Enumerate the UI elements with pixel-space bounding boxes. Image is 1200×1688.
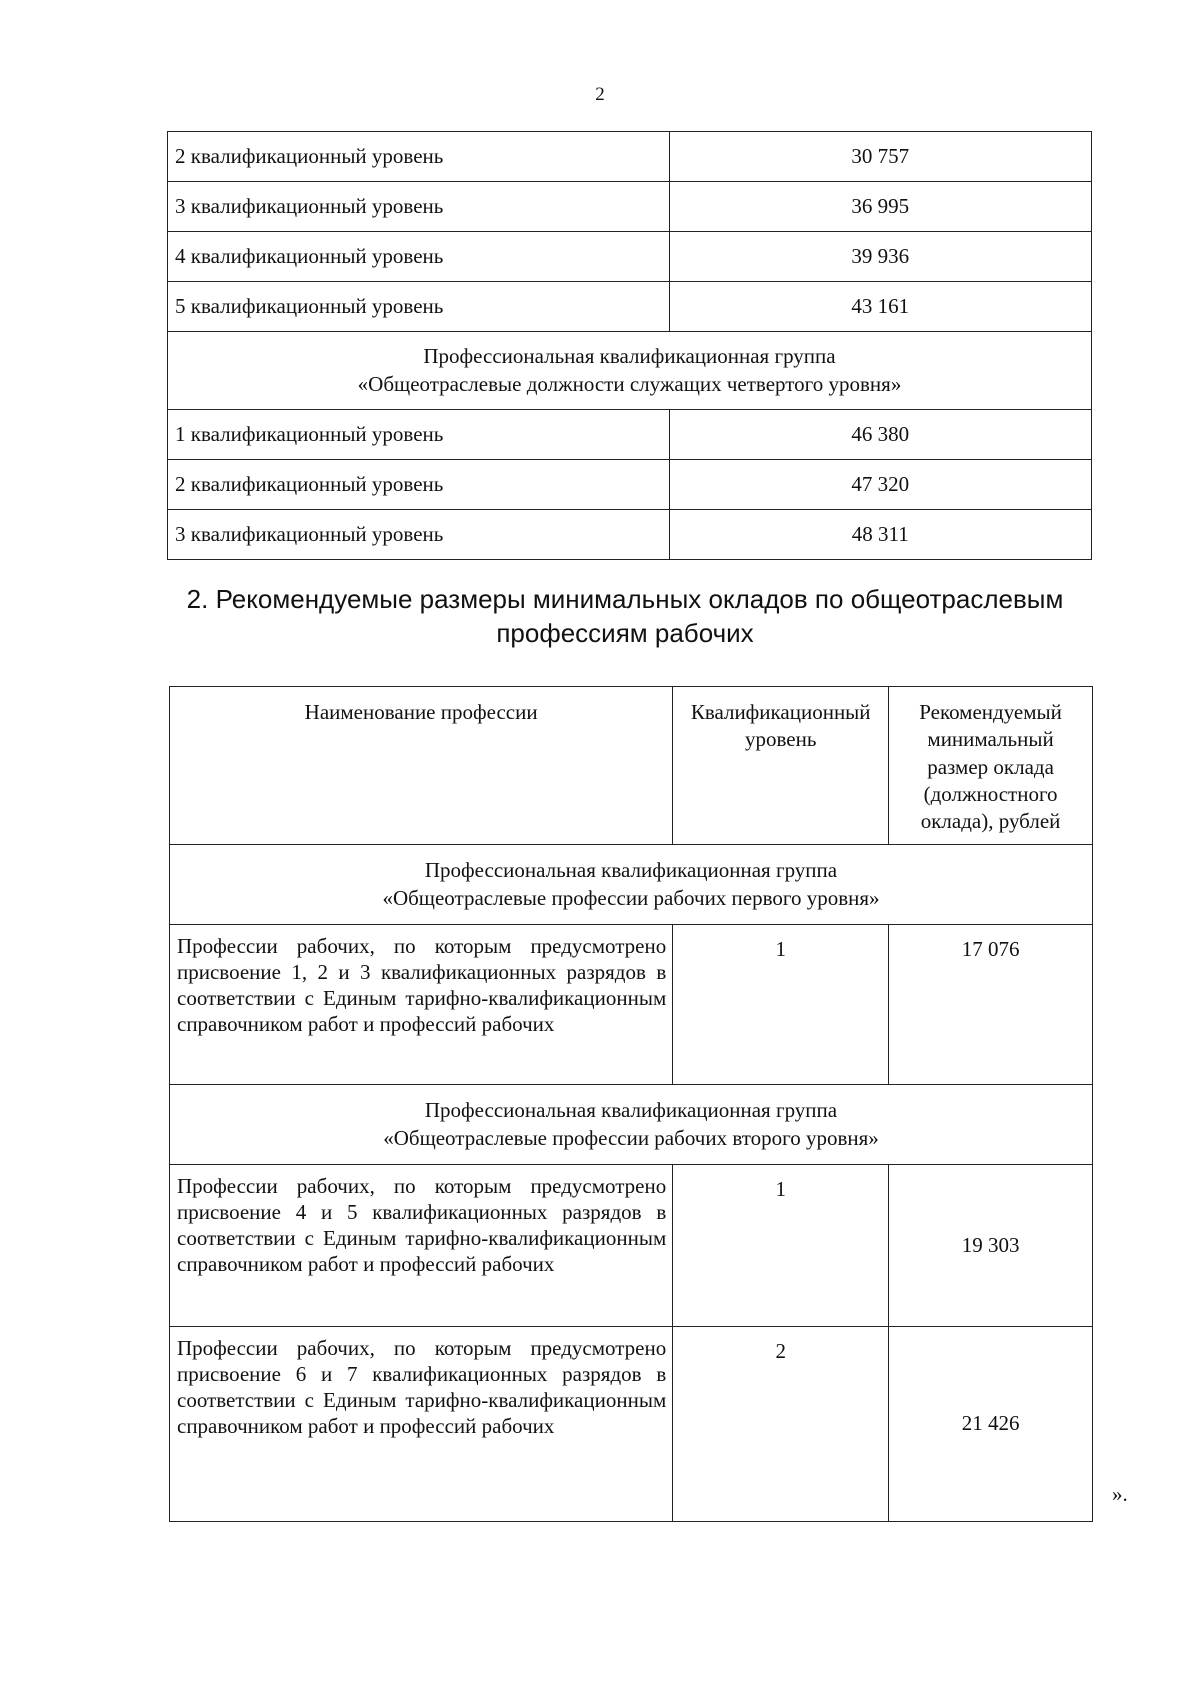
table-row	[168, 410, 1092, 460]
header-level-line1: Квалификационный	[690, 700, 871, 724]
header-profession: Наименование профессии	[170, 687, 673, 845]
group-header-line1: Профессиональная квалификационная группа	[423, 344, 836, 369]
qualification-level: 1	[673, 1165, 889, 1327]
group-header-line1: Профессиональная квалификационная группа	[424, 858, 838, 883]
table-row	[168, 132, 1092, 182]
level-salary: 30 757	[669, 132, 1091, 182]
level-name: 4 квалификационный уровень	[168, 232, 670, 282]
qualification-level: 1	[673, 925, 889, 1085]
table-row	[168, 510, 1092, 560]
table-row	[170, 1165, 1093, 1327]
level-salary: 39 936	[669, 232, 1091, 282]
level-name: 1 квалификационный уровень	[168, 410, 670, 460]
header-salary-line1: Рекомендуемый	[919, 700, 1062, 724]
header-level-line2: уровень	[744, 727, 817, 752]
level-name: 2 квалификационный уровень	[168, 460, 670, 510]
level-name: 3 квалификационный уровень	[168, 182, 670, 232]
level-salary: 43 161	[669, 282, 1091, 332]
salary-table-workers	[169, 686, 1093, 1522]
group-header-row	[170, 1085, 1093, 1165]
minimum-salary: 19 303	[889, 1165, 1093, 1327]
group-header-line2: «Общеотраслевые должности служащих четвертого уровня»	[357, 371, 902, 396]
table-row	[168, 232, 1092, 282]
header-salary	[889, 687, 1093, 845]
level-name: 2 квалификационный уровень	[168, 132, 670, 182]
group-header-line1: Профессиональная квалификационная группа	[424, 1098, 838, 1123]
level-salary: 47 320	[669, 460, 1091, 510]
header-level	[673, 687, 889, 845]
profession-description: Профессии рабочих, по которым предусмотрено присвоение 1, 2 и 3 квалификационных разрядов в соответствии с Единым тарифно-квалификационным справочником работ и профессий рабочих	[170, 925, 673, 1085]
page-number: 2	[595, 84, 605, 105]
salary-table-employees	[167, 131, 1092, 560]
table-header-row	[170, 687, 1093, 845]
header-salary-line3: размер оклада	[927, 754, 1054, 779]
minimum-salary: 17 076	[889, 925, 1093, 1085]
level-salary: 46 380	[669, 410, 1091, 460]
profession-description: Профессии рабочих, по которым предусмотрено присвоение 4 и 5 квалификационных разрядов в соответствии с Единым тарифно-квалификационным справочником работ и профессий рабочих	[170, 1165, 673, 1327]
group-header-row	[168, 332, 1092, 410]
table-row	[168, 182, 1092, 232]
table-row	[170, 1327, 1093, 1522]
table-row	[168, 282, 1092, 332]
level-name: 5 квалификационный уровень	[168, 282, 670, 332]
header-salary-line5: оклада), рублей	[920, 809, 1061, 834]
header-salary-line4: (должностного	[923, 781, 1058, 806]
group-header	[168, 332, 1092, 410]
group-header	[170, 1085, 1093, 1165]
level-name: 3 квалификационный уровень	[168, 510, 670, 560]
group-header-row	[170, 845, 1093, 925]
group-header	[170, 845, 1093, 925]
table-row	[168, 460, 1092, 510]
minimum-salary: 21 426	[889, 1327, 1093, 1522]
group-header-line2: «Общеотраслевые профессии рабочих второго уровня»	[383, 1125, 879, 1150]
header-salary-line2: минимальный	[927, 727, 1054, 752]
group-header-line2: «Общеотраслевые профессии рабочих первого уровня»	[382, 885, 880, 910]
level-salary: 36 995	[669, 182, 1091, 232]
section-heading	[150, 583, 1100, 651]
section-heading-line1: 2. Рекомендуемые размеры минимальных окладов по общеотраслевым	[186, 584, 1064, 614]
qualification-level: 2	[673, 1327, 889, 1522]
level-salary: 48 311	[669, 510, 1091, 560]
profession-description: Профессии рабочих, по которым предусмотрено присвоение 6 и 7 квалификационных разрядов в соответствии с Единым тарифно-квалификационным справочником работ и профессий рабочих	[170, 1327, 673, 1522]
table-row	[170, 925, 1093, 1085]
section-heading-line2: профессиям рабочих	[496, 617, 754, 648]
closing-quote-mark: ».	[1112, 1482, 1128, 1506]
